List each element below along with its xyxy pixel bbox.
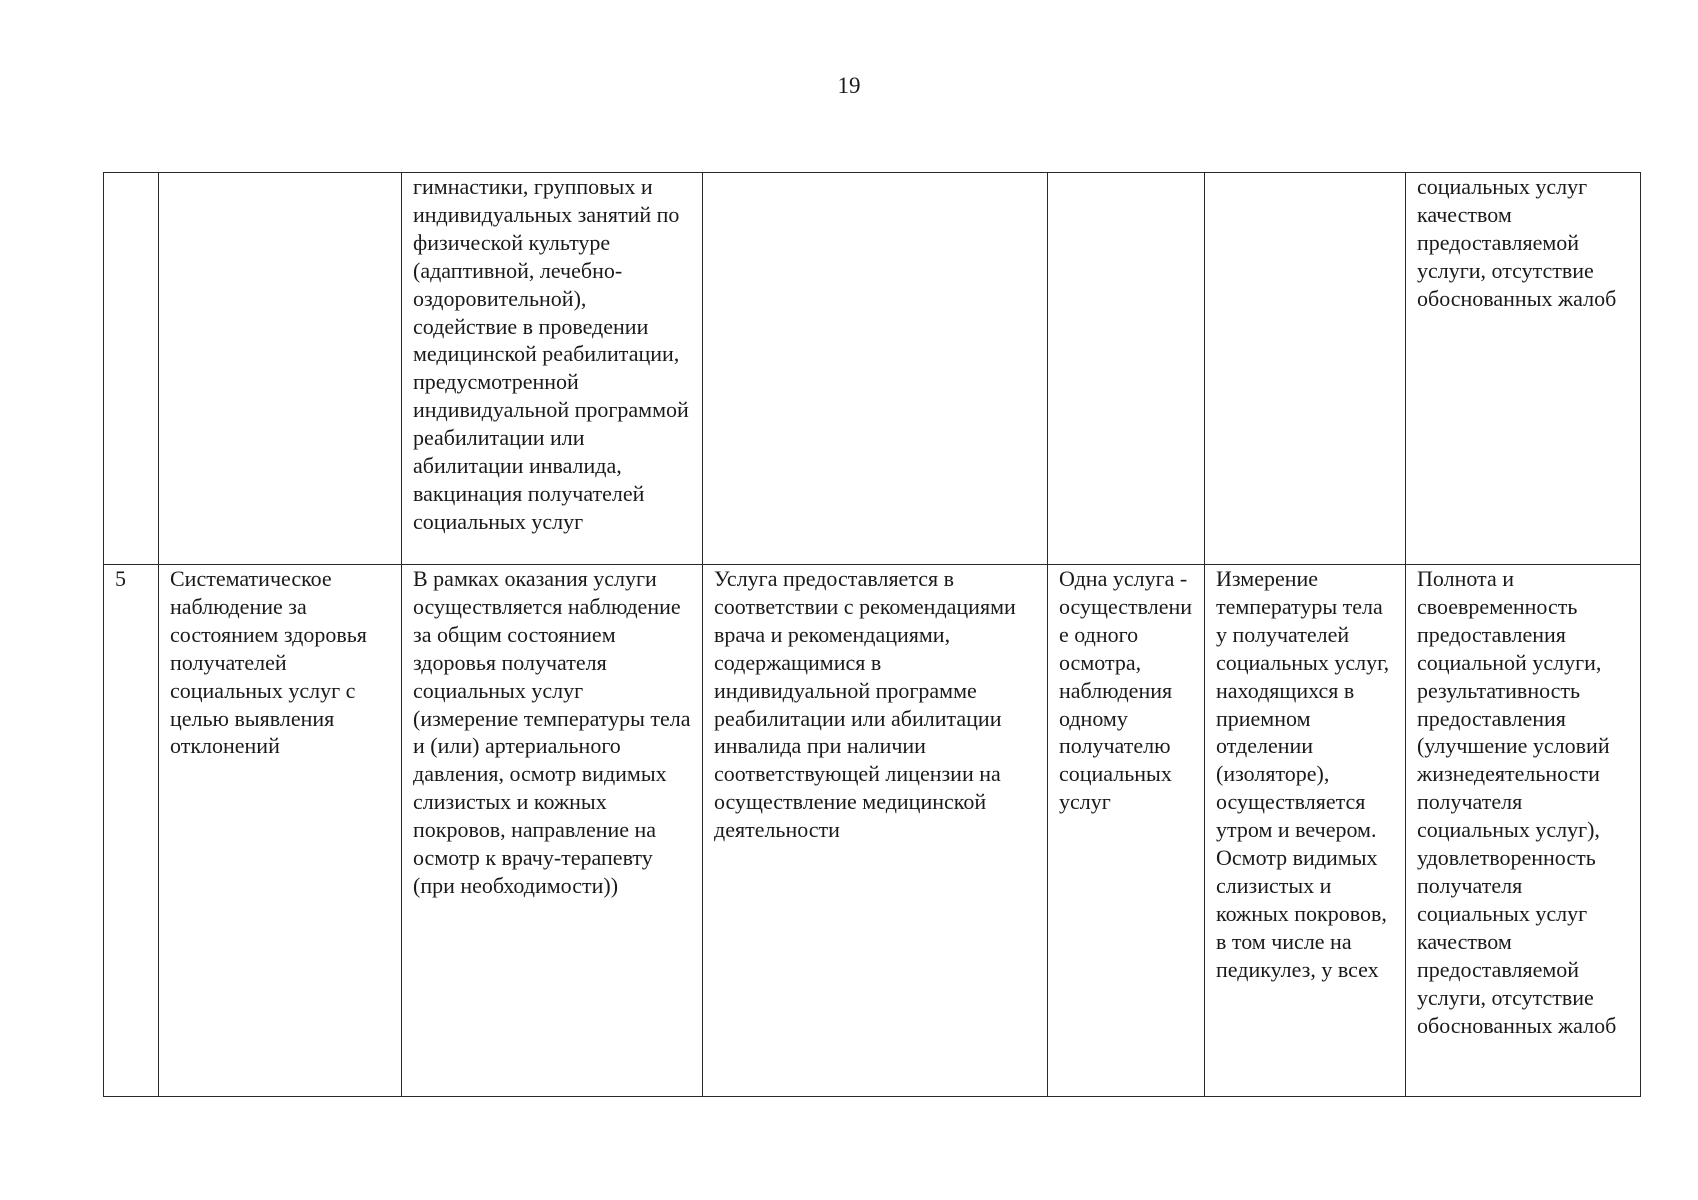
cell-service-description: В рамках оказания услуги осуществляется наблюдение за общим состоянием здоровья получателя социальных услуг (измерение температуры тела и (или) артериального давления, осмотр видимых слизистых и кожных покровов, направление на осмотр к врачу-терапевту (при необходимости)) — [402, 565, 703, 1097]
cell-service-unit: Одна услуга - осуществление одного осмотра, наблюдения одному получателю социальных услуг — [1048, 565, 1205, 1097]
cell-quality-indicators: Полнота и своевременность предоставления социальной услуги, результативность предоставления (улучшение условий жизнедеятельности получателя социальных услуг), удовлетворенность получателя социальных услуг качеством предоставляемой услуги, отсутствие обоснованных жалоб — [1406, 565, 1641, 1097]
table-row-continuation — [104, 173, 1641, 565]
table-row-5 — [104, 565, 1641, 1097]
cell-provision-timing: Измерение температуры тела у получателей социальных услуг, находящихся в приемном отделении (изоляторе), осуществляется утром и вечером. Осмотр видимых слизистых и кожных покровов, в том числе на педикулез, у всех — [1205, 565, 1406, 1097]
cell-number — [104, 173, 159, 565]
cell-provision-conditions: Услуга предоставляется в соответствии с рекомендациями врача и рекомендациями, содержащимися в индивидуальной программе реабилитации или абилитации инвалида при наличии соответствующей лицензии на осуществление медицинской деятельности — [703, 565, 1048, 1097]
cell-number: 5 — [104, 565, 159, 1097]
cell-quality-indicators: социальных услуг качеством предоставляемой услуги, отсутствие обоснованных жалоб — [1406, 173, 1641, 565]
cell-service-unit — [1048, 173, 1205, 565]
cell-provision-conditions — [703, 173, 1048, 565]
page-number: 19 — [837, 73, 861, 98]
services-table — [103, 172, 1641, 1097]
cell-service-name: Систематическое наблюдение за состоянием здоровья получателей социальных услуг с целью выявления отклонений — [159, 565, 402, 1097]
cell-service-description: гимнастики, групповых и индивидуальных занятий по физической культуре (адаптивной, лечебно-оздоровительной), содействие в проведении медицинской реабилитации, предусмотренной индивидуальной программой реабилитации или абилитации инвалида, вакцинация получателей социальных услуг — [402, 173, 703, 565]
cell-provision-timing — [1205, 173, 1406, 565]
cell-service-name — [159, 173, 402, 565]
